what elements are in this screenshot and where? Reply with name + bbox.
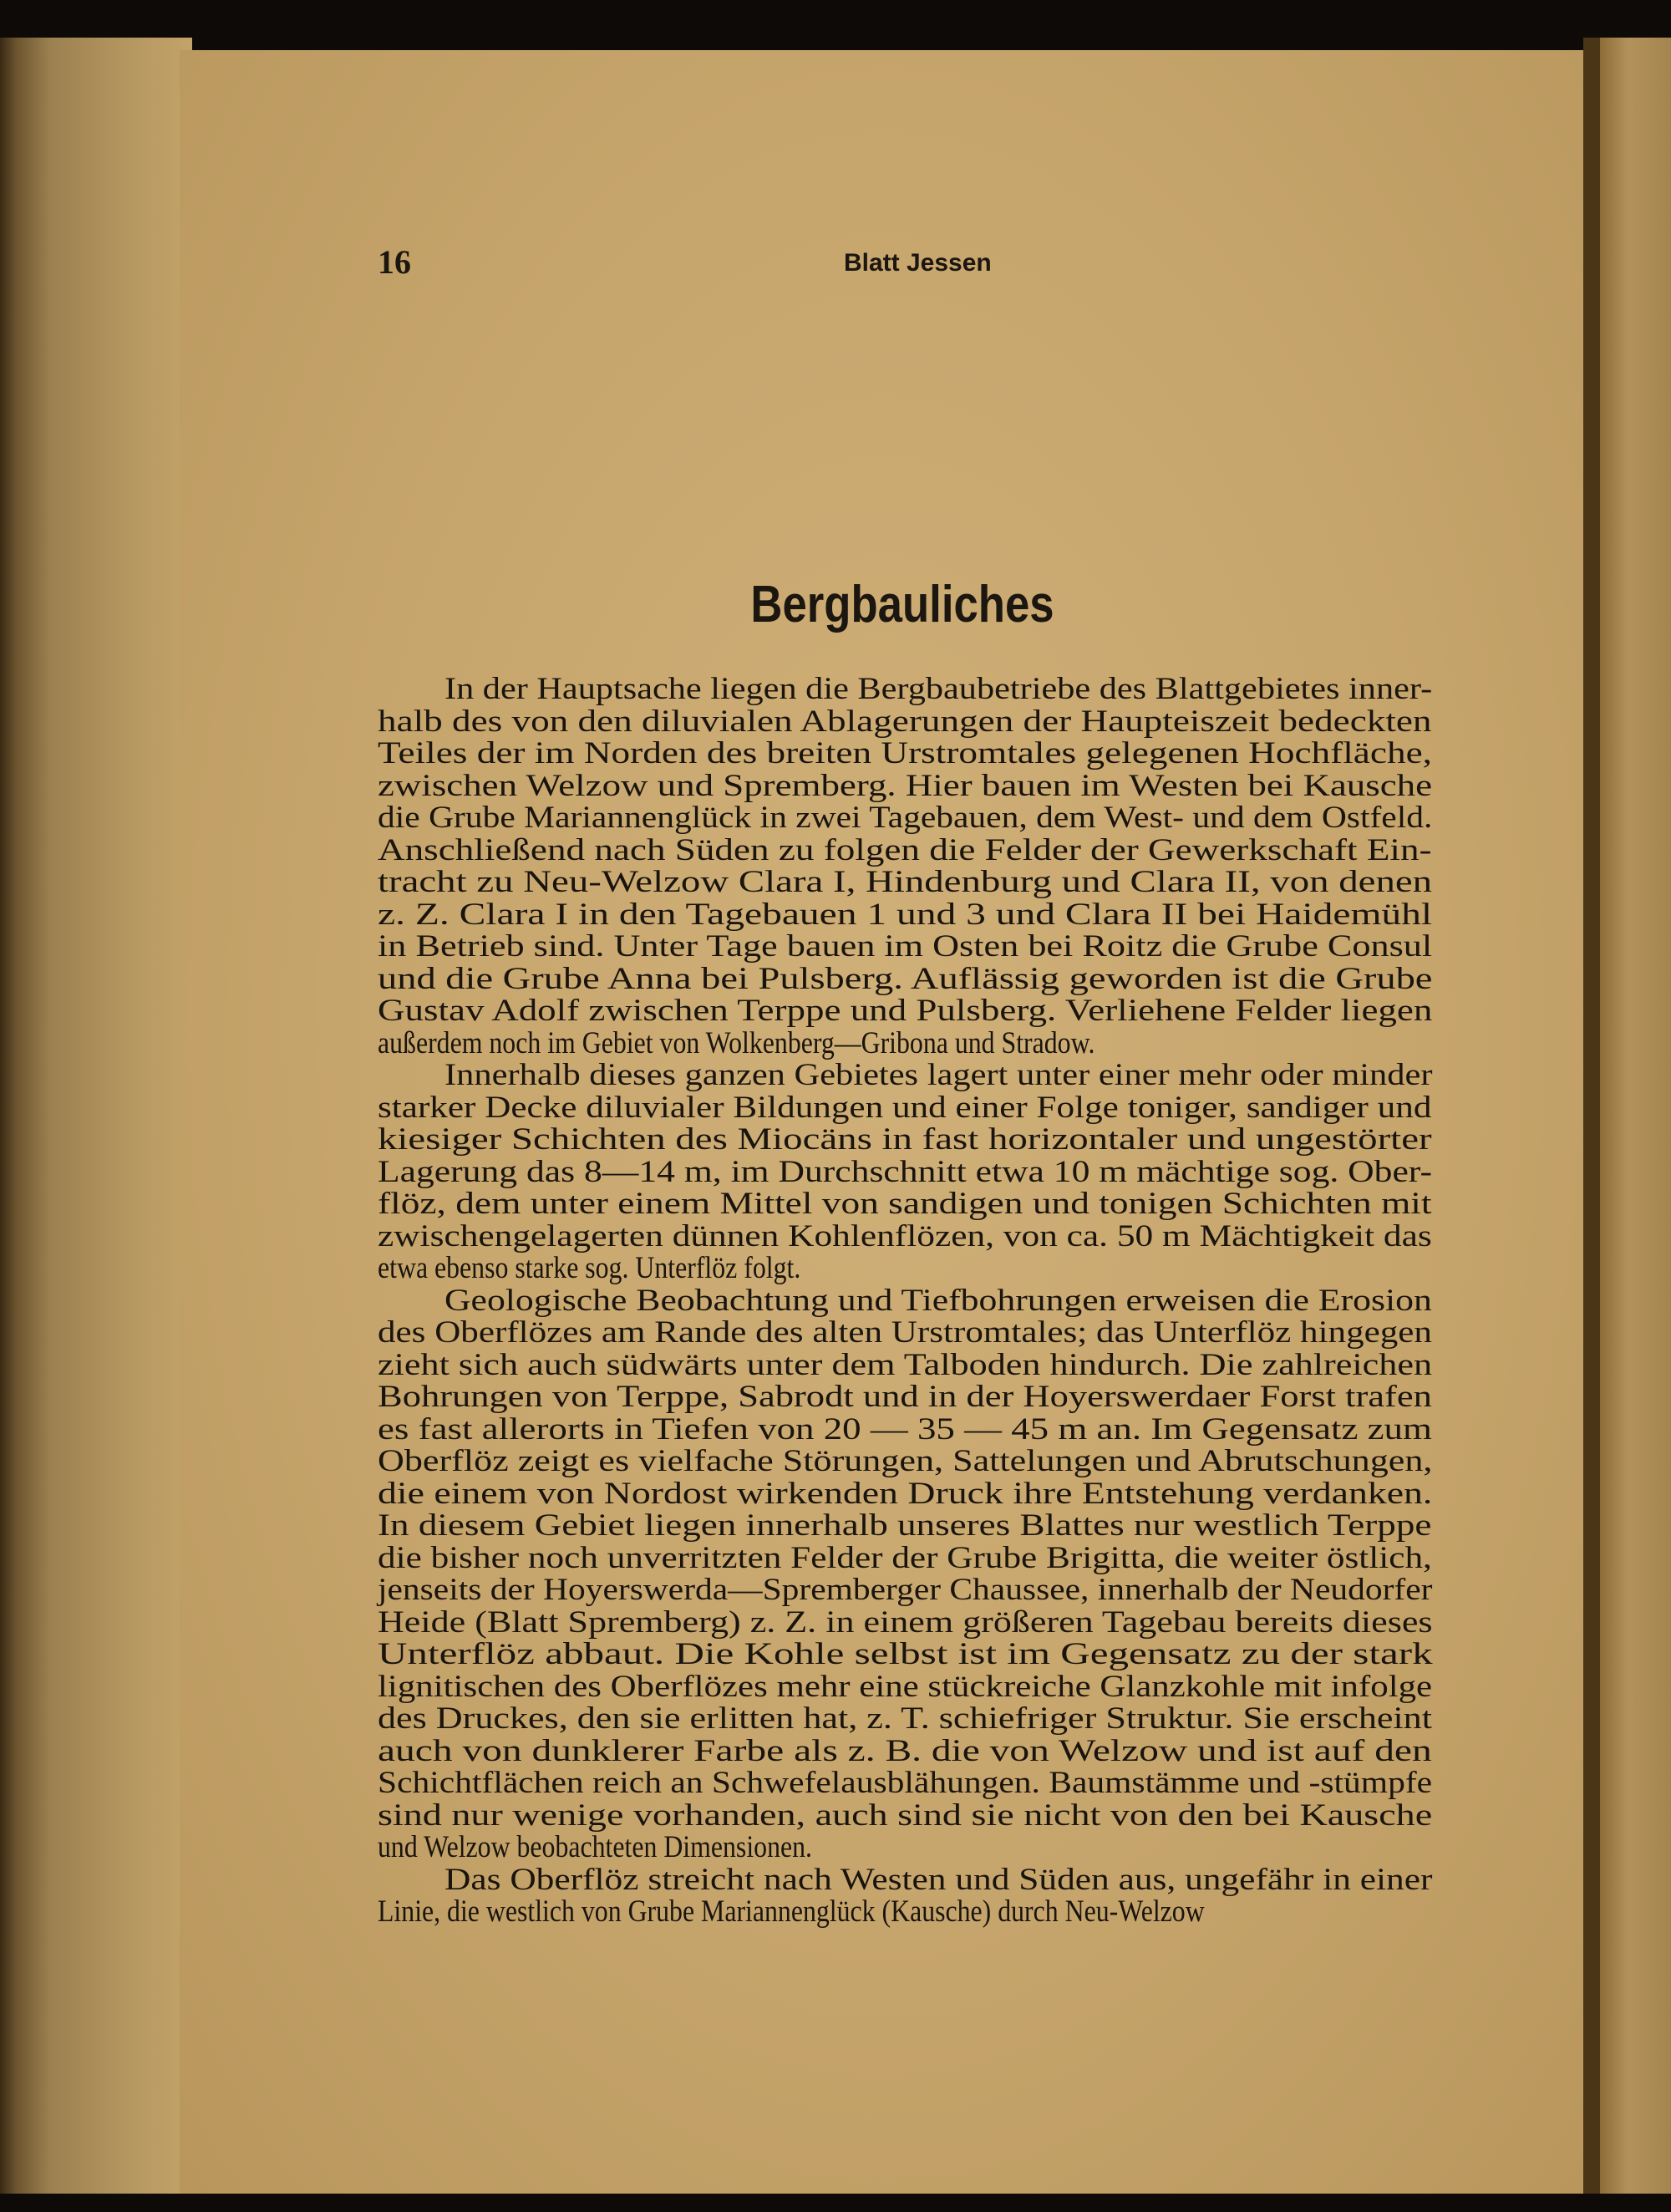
page-number: 16 xyxy=(378,243,411,281)
text-line xyxy=(378,1347,1433,1382)
text-line-content: Linie, die westlich von Grube Mariannenglück (Kausche) durch Neu-Welzow xyxy=(378,1894,1205,1929)
text-line-content: und die Grube Anna bei Pulsberg. Auflässig geworden ist die Grube xyxy=(378,961,1433,996)
text-line xyxy=(378,1124,1432,1157)
text-line-content: die einem von Nordost wirkenden Druck ihre Entstehung verdanken. xyxy=(378,1476,1433,1511)
text-line xyxy=(378,1800,1432,1833)
text-line-content: tracht zu Neu-Welzow Clara I, Hindenburg und Clara II, von denen xyxy=(378,865,1433,899)
text-line-content: flöz, dem unter einem Mittel von sandigen und tonigen Schichten mit xyxy=(378,1187,1432,1221)
text-line-content: Das Oberflöz streicht nach Westen und Süden aus, ungefähr in einer xyxy=(444,1862,1433,1897)
text-line xyxy=(378,1285,1432,1318)
text-line-content: und Welzow beobachteten Dimensionen. xyxy=(378,1830,812,1864)
text-line-content: des Druckes, den sie erlitten hat, z. T. schiefriger Struktur. Sie erscheint xyxy=(378,1701,1432,1736)
text-line xyxy=(378,1092,1432,1125)
text-line-content: sind nur wenige vorhanden, auch sind sie nicht von den bei Kausche xyxy=(378,1798,1433,1833)
text-line xyxy=(378,1188,1432,1221)
text-line-content: des Oberflözes am Rande des alten Urstromtales; das Unterflöz hingegen xyxy=(378,1315,1432,1350)
text-line-content: Geologische Beobachtung und Tiefbohrungen erweisen die Erosion xyxy=(444,1283,1432,1318)
text-line xyxy=(378,1671,1432,1704)
text-line-content: Bohrungen von Terppe, Sabrodt und in der Hoyerswerdaer Forst trafen xyxy=(378,1380,1432,1414)
text-line xyxy=(378,832,1432,867)
text-line-content: starker Decke diluvialer Bildungen und einer Folge toniger, sandiger und xyxy=(378,1090,1432,1125)
text-line-content: kiesiger Schichten des Miocäns in fast horizontaler und ungestörter xyxy=(378,1122,1432,1157)
text-line-content: auch von dunklerer Farbe als z. B. die von Welzow und ist auf den xyxy=(378,1733,1432,1768)
body-text xyxy=(378,674,1432,1929)
text-line-content: die Grube Mariannenglück in zwei Tagebauen, dem West- und dem Ostfeld. xyxy=(378,801,1433,835)
text-line-content: zieht sich auch südwärts unter dem Talboden hindurch. Die zahlreichen xyxy=(378,1347,1433,1382)
text-line xyxy=(378,1253,1432,1285)
text-line xyxy=(378,1025,1432,1060)
text-line xyxy=(378,1604,1433,1640)
text-line xyxy=(378,1864,1432,1897)
text-line xyxy=(378,1411,1432,1447)
text-line xyxy=(378,961,1433,996)
text-line xyxy=(378,995,1432,1028)
text-line xyxy=(378,674,1432,706)
text-line-content: Teiles der im Norden des breiten Urstromtales gelegenen Hochfläche, xyxy=(378,736,1432,770)
text-line-content: Lagerung das 8—14 m, im Durchschnitt etwa 10 m mächtige sog. Ober- xyxy=(378,1154,1432,1189)
text-line xyxy=(378,1733,1432,1768)
text-line xyxy=(378,1896,1432,1929)
text-line xyxy=(378,899,1432,932)
text-line-content: Heide (Blatt Spremberg) z. Z. in einem größeren Tagebau bereits dieses xyxy=(378,1604,1433,1640)
text-line-content: zwischengelagerten dünnen Kohlenflözen, von ca. 50 m Mächtigkeit das xyxy=(378,1218,1432,1253)
text-line-content: z. Z. Clara I in den Tagebauen 1 und 3 und Clara II bei Haidemühl xyxy=(378,897,1433,932)
text-line xyxy=(378,1317,1432,1350)
text-line xyxy=(378,1767,1432,1800)
text-line xyxy=(378,738,1432,770)
text-line-content: Gustav Adolf zwischen Terppe und Pulsberg. Verliehene Felder liegen xyxy=(378,994,1433,1028)
text-line-content: die bisher noch unverritzten Felder der Grube Brigitta, die weiter östlich, xyxy=(378,1540,1432,1575)
text-line xyxy=(378,1381,1432,1414)
text-line xyxy=(378,1478,1432,1511)
text-line-content: halb des von den diluvialen Ablagerungen der Haupteiszeit bedeckten xyxy=(378,704,1432,739)
text-line xyxy=(378,1060,1432,1092)
text-line xyxy=(378,1540,1432,1575)
text-line xyxy=(378,1154,1432,1189)
text-line xyxy=(378,1574,1432,1607)
text-line xyxy=(378,1218,1432,1253)
page-edge xyxy=(1583,38,1600,2194)
text-line-content: Unterflöz abbaut. Die Kohle selbst ist im Gegensatz zu der stark xyxy=(378,1637,1433,1671)
text-line xyxy=(378,1446,1432,1478)
text-line xyxy=(378,1639,1432,1671)
running-title: Blatt Jessen xyxy=(844,249,992,277)
text-line xyxy=(378,867,1432,899)
text-line xyxy=(378,802,1432,835)
text-line xyxy=(378,1832,1432,1864)
text-line-content: jenseits der Hoyerswerda—Spremberger Chaussee, innerhalb der Neudorfer xyxy=(378,1573,1433,1607)
text-line-content: In der Hauptsache liegen die Bergbaubetriebe des Blattgebietes inner- xyxy=(444,672,1433,706)
text-line-content: in Betrieb sind. Unter Tage bauen im Osten bei Roitz die Grube Consul xyxy=(378,929,1433,964)
text-line-content: lignitischen des Oberflözes mehr eine stückreiche Glanzkohle mit infolge xyxy=(378,1669,1433,1704)
text-line-content: Oberflöz zeigt es vielfache Störungen, Sattelungen und Abrutschungen, xyxy=(378,1444,1433,1478)
section-title: Bergbauliches xyxy=(750,576,1054,633)
text-line xyxy=(378,1703,1432,1736)
text-line-content: es fast allerorts in Tiefen von 20 — 35 — 45 m an. Im Gegensatz zum xyxy=(378,1411,1432,1447)
text-line-content: In diesem Gebiet liegen innerhalb unseres Blattes nur westlich Terppe xyxy=(378,1508,1432,1543)
text-line xyxy=(378,1510,1432,1543)
text-line xyxy=(378,706,1432,739)
text-line-content: Schichtflächen reich an Schwefelausblähungen. Baumstämme und -stümpfe xyxy=(378,1766,1433,1800)
text-line-content: zwischen Welzow und Spremberg. Hier bauen im Westen bei Kausche xyxy=(378,768,1433,803)
book-spine xyxy=(0,38,192,2194)
text-line-content: außerdem noch im Gebiet von Wolkenberg—Gribona und Stradow. xyxy=(378,1025,1095,1060)
text-line-content: Anschließend nach Süden zu folgen die Felder der Gewerkschaft Ein- xyxy=(378,832,1432,867)
next-page-edge xyxy=(1600,38,1671,2194)
text-line-content: etwa ebenso starke sog. Unterflöz folgt. xyxy=(378,1251,801,1285)
text-line xyxy=(378,770,1432,803)
text-line xyxy=(378,931,1432,964)
text-line-content: Innerhalb dieses ganzen Gebietes lagert unter einer mehr oder minder xyxy=(444,1058,1433,1092)
